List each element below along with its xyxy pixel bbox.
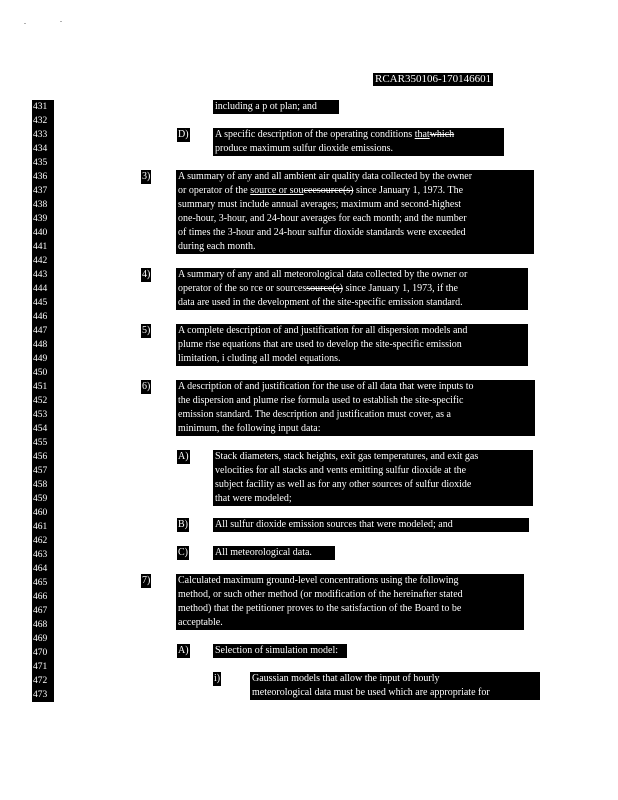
document-id: RCAR350106-170146601 (375, 73, 492, 85)
line-number: 446 (33, 312, 48, 322)
line-number: 455 (33, 438, 48, 448)
line-number: 451 (33, 382, 48, 392)
line-number: 462 (33, 536, 48, 546)
line-number: 444 (33, 284, 48, 294)
line-number: 469 (33, 634, 48, 644)
paragraph-3: A summary of any and all ambient air quality data collected by the owner or operator of the source or souceesource(s) since January 1, 1973. The summary must include annual averages; maximum and second-highest one-hour, 3-hour, and 24-hour averages for each month; and the number of times the 3-hour and 24-hour sulfur dioxide standards were exceeded during each month. (176, 170, 534, 254)
line-number: 437 (33, 186, 48, 196)
paragraph-6A: Stack diameters, stack heights, exit gas temperatures, and exit gas velocities for all stacks and vents emitting sulfur dioxide at the subject facility as well as for any other sources of sulfur dioxide that were modeled; (213, 450, 533, 506)
line-number: 454 (33, 424, 48, 434)
item-label-4: 4) (142, 269, 151, 280)
line-number: 449 (33, 354, 48, 364)
line-number: 431 (33, 102, 48, 112)
line-number: 447 (33, 326, 48, 336)
paragraph-6C: All meteorological data. (213, 546, 335, 560)
line-number: 441 (33, 242, 48, 252)
line-number: 433 (33, 130, 48, 140)
line-number: 453 (33, 410, 48, 420)
line-number: 459 (33, 494, 48, 504)
line-number: 472 (33, 676, 48, 686)
paragraph-6B: All sulfur dioxide emission sources that were modeled; and (213, 518, 529, 532)
item-label-6C: C) (178, 547, 188, 558)
line-number: 471 (33, 662, 48, 672)
line-number: 456 (33, 452, 48, 462)
text-line-431: including a p ot plan; and (213, 100, 339, 114)
line-number: 436 (33, 172, 48, 182)
item-label-3: 3) (142, 171, 151, 182)
line-number: 452 (33, 396, 48, 406)
line-number: 467 (33, 606, 48, 616)
line-number: 438 (33, 200, 48, 210)
item-label-7A: A) (178, 645, 189, 656)
line-number: 473 (33, 690, 48, 700)
item-label-5: 5) (142, 325, 151, 336)
line-number: 470 (33, 648, 48, 658)
paragraph-4: A summary of any and all meteorological data collected by the owner or operator of the so rce or sourcessource(s) since January 1, 1973, if the data are used in the development of the site-specific emission standard. (176, 268, 528, 310)
item-label-6: 6) (142, 381, 151, 392)
paragraph-D: A specific description of the operating conditions thatwhich produce maximum sulfur dioxide emissions. (213, 128, 504, 156)
paragraph-7A: Selection of simulation model: (213, 644, 347, 658)
item-label-7Ai: i) (214, 673, 221, 684)
line-number: 432 (33, 116, 48, 126)
item-label-7: 7) (142, 575, 151, 586)
item-label-6B: B) (178, 519, 188, 530)
paragraph-6: A description of and justification for the use of all data that were inputs to the dispersion and plume rise formula used to establish the site-specific emission standard. The description and justification must cover, as a minimum, the following input data: (176, 380, 535, 436)
line-number: 434 (33, 144, 48, 154)
line-number: 450 (33, 368, 48, 378)
paragraph-7: Calculated maximum ground-level concentrations using the following method, or such other method (or modification of the hereinafter stated method) that the petitioner proves to the satisfaction of the Board to be acceptable. (176, 574, 524, 630)
line-number: 466 (33, 592, 48, 602)
paragraph-5: A complete description of and justification for all dispersion models and plume rise equations that are used to develop the site-specific emission limitation, i cluding all model equations. (176, 324, 528, 366)
line-number: 443 (33, 270, 48, 280)
line-number: 464 (33, 564, 48, 574)
line-number: 468 (33, 620, 48, 630)
scan-speck (24, 23, 26, 24)
line-number: 461 (33, 522, 48, 532)
item-label-6A: A) (178, 451, 189, 462)
line-number: 445 (33, 298, 48, 308)
line-number-gutter (32, 100, 54, 702)
line-number: 458 (33, 480, 48, 490)
line-number: 460 (33, 508, 48, 518)
line-number: 463 (33, 550, 48, 560)
line-number: 465 (33, 578, 48, 588)
line-number: 457 (33, 466, 48, 476)
paragraph-7Ai: Gaussian models that allow the input of hourly meteorological data must be used which are appropriate for (250, 672, 540, 700)
scan-speck (60, 21, 62, 22)
line-number: 448 (33, 340, 48, 350)
line-number: 442 (33, 256, 48, 266)
line-number: 440 (33, 228, 48, 238)
line-number: 439 (33, 214, 48, 224)
line-number: 435 (33, 158, 48, 168)
item-label-D: D) (178, 129, 189, 140)
